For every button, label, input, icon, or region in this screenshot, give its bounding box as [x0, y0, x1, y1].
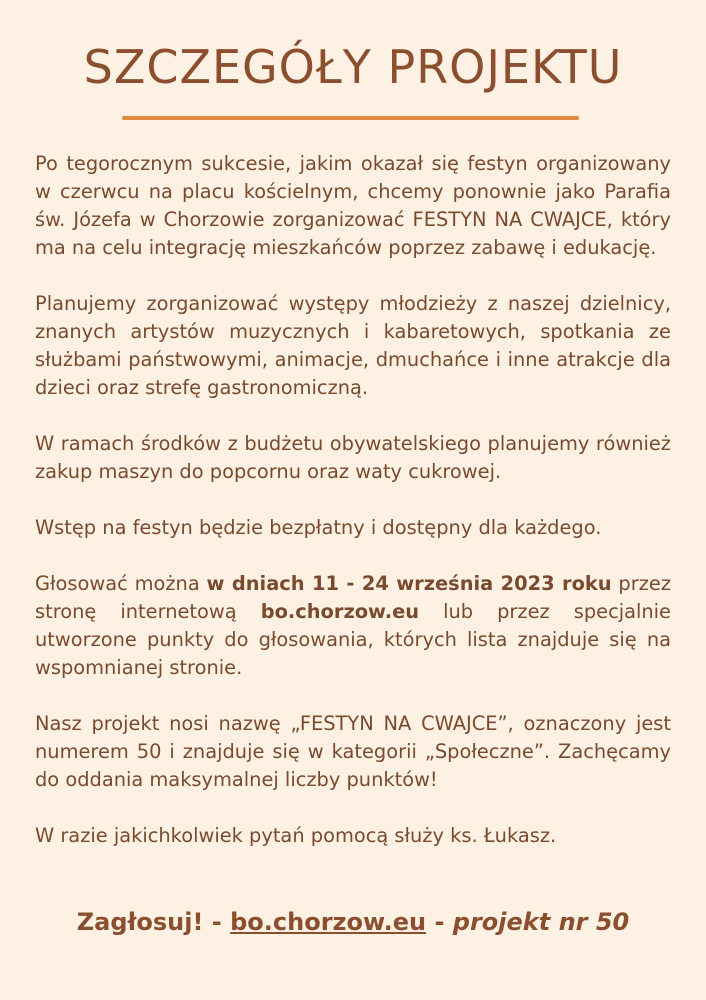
footer-vote-label: Zagłosuj! — [76, 908, 204, 936]
voting-text-pre: Głosować można — [35, 572, 207, 595]
paragraph-contact: W razie jakichkolwiek pytań pomocą służy ks. Łukasz. — [35, 824, 557, 847]
footer-separator: - — [426, 908, 453, 936]
voting-text-post: lub przez specjalnie utworzone punkty do głosowania, których lista znajduje się na wspomnianej stronie. — [35, 600, 671, 679]
project-description — [35, 150, 671, 878]
paragraph-project-name: Nasz projekt nosi nazwę „FESTYN NA CWAJCE”, oznaczony jest numerem 50 i znajduje się w kategorii „Społeczne”. Zachęcamy do oddania maksymalnej liczby punktów! — [35, 712, 671, 791]
voting-text-mid: przez stronę internetową — [35, 572, 672, 623]
voting-dates: w dniach 11 - 24 września 2023 roku — [206, 572, 612, 595]
footer-separator: - — [203, 908, 231, 936]
paragraph-voting — [35, 570, 671, 682]
paragraph-entry: Wstęp na festyn będzie bezpłatny i dostępny dla każdego. — [35, 516, 602, 539]
paragraph-intro: Po tegorocznym sukcesie, jakim okazał się festyn organizowany w czerwcu na placu kościelnym, chcemy ponownie jako Parafia św. Józefa w Chorzowie zorganizować FESTYN NA CWAJCE, który ma na celu integrację mieszkańców poprzez zabawę i edukację. — [35, 152, 671, 259]
page-title: SZCZEGÓŁY PROJEKTU — [83, 40, 623, 94]
paragraph-plans: Planujemy zorganizować występy młodzieży z naszej dzielnicy, znanych artystów muzycznych i kabaretowych, spotkania ze służbami państwowymi, animacje, dmuchańce i inne atrakcje dla dzieci oraz strefę gastronomiczną. — [35, 292, 671, 399]
footer-website-link[interactable]: bo.chorzow.eu — [230, 908, 427, 936]
voting-website: bo.chorzow.eu — [260, 600, 420, 623]
paragraph-budget: W ramach środków z budżetu obywatelskiego planujemy również zakup maszyn do popcornu oraz waty cukrowej. — [35, 432, 671, 483]
footer-call-to-action — [0, 908, 706, 936]
footer-project-number: projekt nr 50 — [452, 908, 630, 936]
title-divider — [122, 116, 579, 120]
